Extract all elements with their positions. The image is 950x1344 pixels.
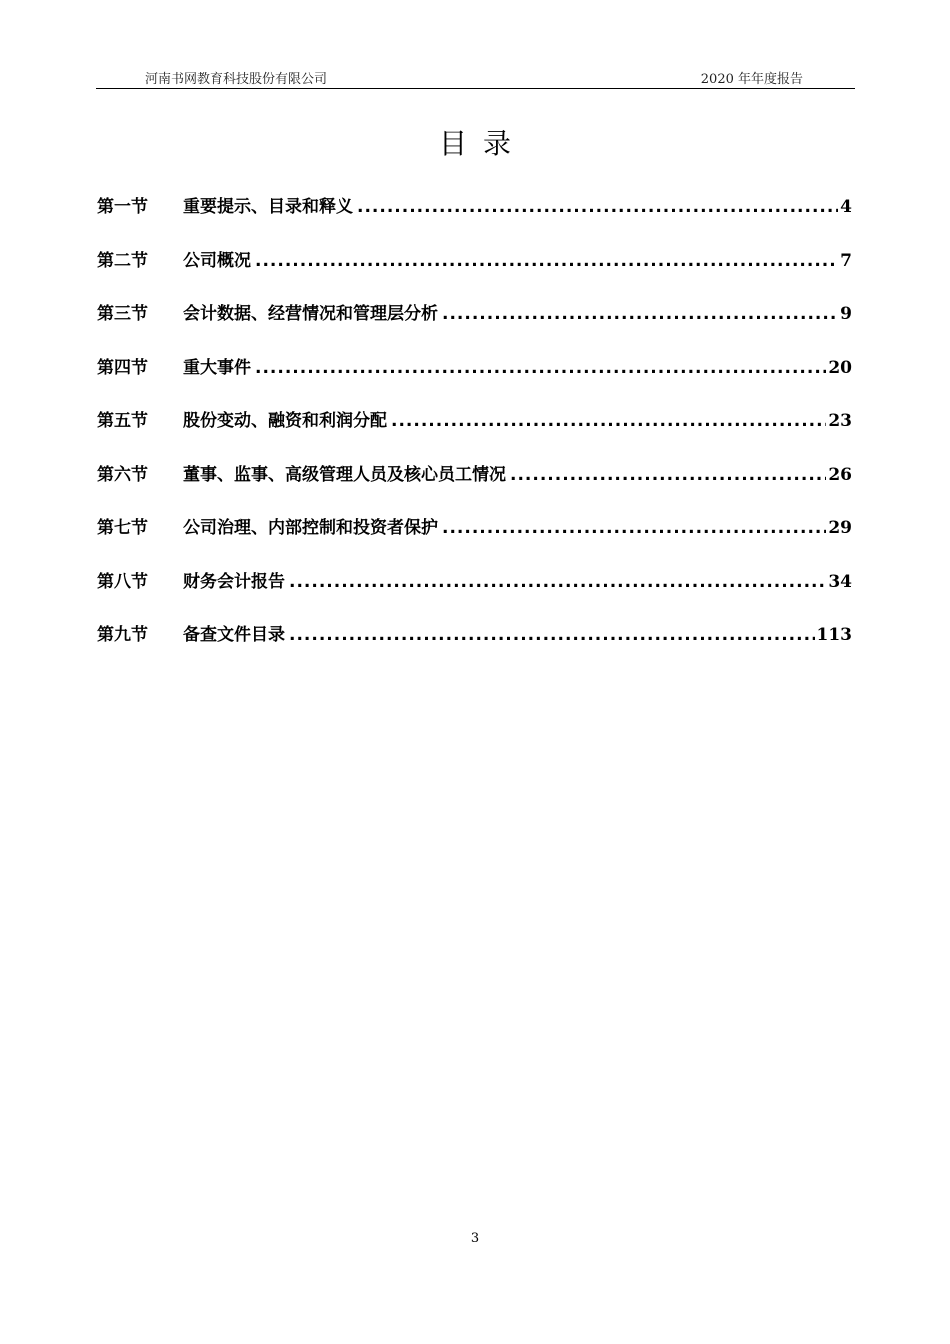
toc-section-number: 第八节 <box>97 571 148 592</box>
toc-section-title: 董事、监事、高级管理人员及核心员工情况 <box>183 464 506 485</box>
toc-section-title: 财务会计报告 <box>183 571 285 592</box>
toc-dot-leader <box>442 518 826 538</box>
toc-dot-leader <box>442 304 838 324</box>
toc-entry-3[interactable] <box>97 299 852 353</box>
toc-section-title: 股份变动、融资和利润分配 <box>183 411 387 431</box>
page-header <box>96 66 855 89</box>
toc-section-title: 会计数据、经营情况和管理层分析 <box>183 304 438 324</box>
toc-entry-9[interactable] <box>97 620 852 674</box>
table-of-contents <box>97 192 852 674</box>
toc-section-number: 第四节 <box>97 357 148 378</box>
toc-section-number: 第二节 <box>97 250 148 271</box>
header-company-name: 河南书网教育科技股份有限公司 <box>145 72 328 87</box>
header-report-title: 2020 年年度报告 <box>700 72 803 87</box>
page-title: 目录 <box>438 127 527 160</box>
toc-page-number: 20 <box>828 357 852 378</box>
toc-dot-leader <box>255 251 838 271</box>
toc-section-title: 重大事件 <box>183 357 251 378</box>
toc-dot-leader <box>510 465 826 485</box>
toc-entry-1[interactable] <box>97 192 852 246</box>
toc-section-title: 备查文件目录 <box>183 625 285 645</box>
toc-page-number: 29 <box>828 518 852 538</box>
toc-section-number: 第三节 <box>97 304 148 324</box>
page-footer <box>0 1231 950 1246</box>
footer-page-number: 3 <box>470 1231 480 1246</box>
toc-section-title: 公司概况 <box>183 250 251 271</box>
toc-section-number: 第一节 <box>97 197 148 217</box>
toc-entry-7[interactable] <box>97 513 852 567</box>
toc-entry-8[interactable] <box>97 567 852 621</box>
toc-page-number: 23 <box>828 411 852 431</box>
toc-dot-leader <box>357 197 838 217</box>
toc-dot-leader <box>391 411 826 431</box>
toc-dot-leader <box>289 572 826 592</box>
toc-dot-leader <box>255 358 826 378</box>
toc-section-title: 重要提示、目录和释义 <box>183 197 353 217</box>
toc-section-number: 第九节 <box>97 625 148 645</box>
toc-page-number: 4 <box>840 197 852 217</box>
toc-entry-2[interactable] <box>97 246 852 300</box>
toc-dot-leader <box>289 625 815 645</box>
toc-page-number: 113 <box>816 625 852 645</box>
toc-page-number: 9 <box>840 304 852 324</box>
toc-entry-5[interactable] <box>97 406 852 460</box>
toc-section-title: 公司治理、内部控制和投资者保护 <box>183 518 438 538</box>
toc-page-number: 34 <box>828 571 852 592</box>
toc-section-number: 第六节 <box>97 464 148 485</box>
toc-page-number: 7 <box>840 250 852 271</box>
toc-section-number: 第七节 <box>97 518 148 538</box>
toc-entry-4[interactable] <box>97 353 852 407</box>
toc-entry-6[interactable] <box>97 460 852 514</box>
toc-page-number: 26 <box>828 464 852 485</box>
toc-section-number: 第五节 <box>97 411 148 431</box>
